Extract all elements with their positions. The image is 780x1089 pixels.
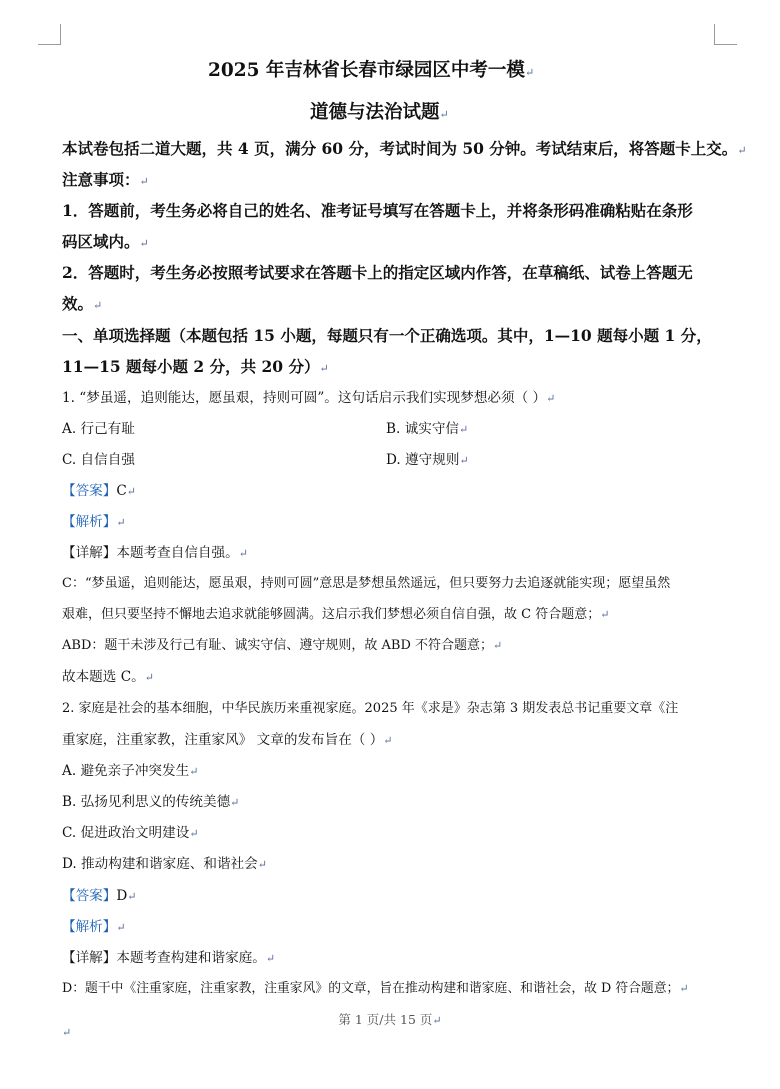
question-2-detail: 【详解】本题考查构建和谐家庭。↵ bbox=[62, 950, 276, 966]
notice-2-cont: 效。↵ bbox=[62, 294, 103, 313]
question-2-stem-cont: 重家庭，注重家教，注重家风》 文章的发布旨在（ ）↵ bbox=[62, 732, 393, 748]
exam-intro: 本试卷包括二道大题，共 4 页，满分 60 分，考试时间为 50 分钟。考试结束后，将答题卡上交。↵ bbox=[62, 139, 747, 158]
question-1-analysis-label: 【解析】↵ bbox=[62, 514, 126, 530]
question-2-option-a: A. 避免亲子冲突发生↵ bbox=[62, 763, 199, 779]
question-1-option-b: B. 诚实守信↵ bbox=[386, 421, 469, 437]
crop-mark-top-left bbox=[38, 24, 61, 45]
notice-1-cont: 码区域内。↵ bbox=[62, 232, 149, 251]
exam-title: 2025 年吉林省长春市绿园区中考一模↵ bbox=[208, 60, 535, 81]
question-2-stem: 2. 家庭是社会的基本细胞，中华民族历来重视家庭。2025 年《求是》杂志第 3 期发表总书记重要文章《注 bbox=[62, 701, 679, 716]
question-1-explanation-3: ABD：题干未涉及行己有耻、诚实守信、遵守规则，故 ABD 不符合题意；↵ bbox=[62, 638, 503, 653]
question-1-stem: 1. “梦虽遥，追则能达，愿虽艰，持则可圆”。这句话启示我们实现梦想必须（ ）↵ bbox=[62, 390, 556, 406]
question-1-option-a: A. 行己有耻 bbox=[62, 421, 135, 437]
question-2-option-d: D. 推动构建和谐家庭、和谐社会↵ bbox=[62, 856, 267, 872]
exam-subject: 道德与法治试题↵ bbox=[310, 102, 449, 123]
question-2-option-c: C. 促进政治文明建设↵ bbox=[62, 825, 199, 841]
notice-title: 注意事项：↵ bbox=[62, 170, 149, 189]
question-1-explanation-1: C：“梦虽遥，追则能达，愿虽艰，持则可圆”意思是梦想虽然遥远，但只要努力去追逐就能实现；愿望虽然 bbox=[62, 576, 671, 591]
question-1-option-c: C. 自信自强 bbox=[62, 452, 135, 468]
notice-2: 2．答题时，考生务必按照考试要求在答题卡上的指定区域内作答，在草稿纸、试卷上答题无 bbox=[62, 263, 693, 282]
question-2-analysis-label: 【解析】↵ bbox=[62, 919, 126, 935]
question-1-detail: 【详解】本题考查自信自强。↵ bbox=[62, 545, 248, 561]
notice-1: 1．答题前，考生务必将自己的姓名、准考证号填写在答题卡上，并将条形码准确粘贴在条形 bbox=[62, 201, 693, 220]
section-1-heading-cont: 11—15 题每小题 2 分，共 20 分）↵ bbox=[62, 357, 329, 376]
question-1-option-d: D. 遵守规则↵ bbox=[386, 452, 469, 468]
question-1-answer: 【答案】C↵ bbox=[62, 483, 136, 499]
question-2-option-b: B. 弘扬见利思义的传统美德↵ bbox=[62, 794, 240, 810]
page-footer: 第 1 页/共 15 页↵ bbox=[338, 1012, 442, 1027]
section-1-heading: 一、单项选择题（本题包括 15 小题，每题只有一个正确选项。其中，1—10 题每小题 1 分， bbox=[62, 326, 712, 345]
paragraph-mark: ↵ bbox=[62, 1026, 72, 1039]
question-2-answer: 【答案】D↵ bbox=[62, 888, 137, 904]
question-1-conclusion: 故本题选 C。↵ bbox=[62, 669, 154, 685]
question-2-explanation-1: D：题干中《注重家庭，注重家教，注重家风》的文章，旨在推动构建和谐家庭、和谐社会，故 D 符合题意；↵ bbox=[62, 981, 689, 996]
crop-mark-top-right bbox=[714, 24, 737, 45]
question-1-explanation-2: 艰难，但只要坚持不懈地去追求就能够圆满。这启示我们梦想必须自信自强，故 C 符合题意；↵ bbox=[62, 607, 610, 622]
